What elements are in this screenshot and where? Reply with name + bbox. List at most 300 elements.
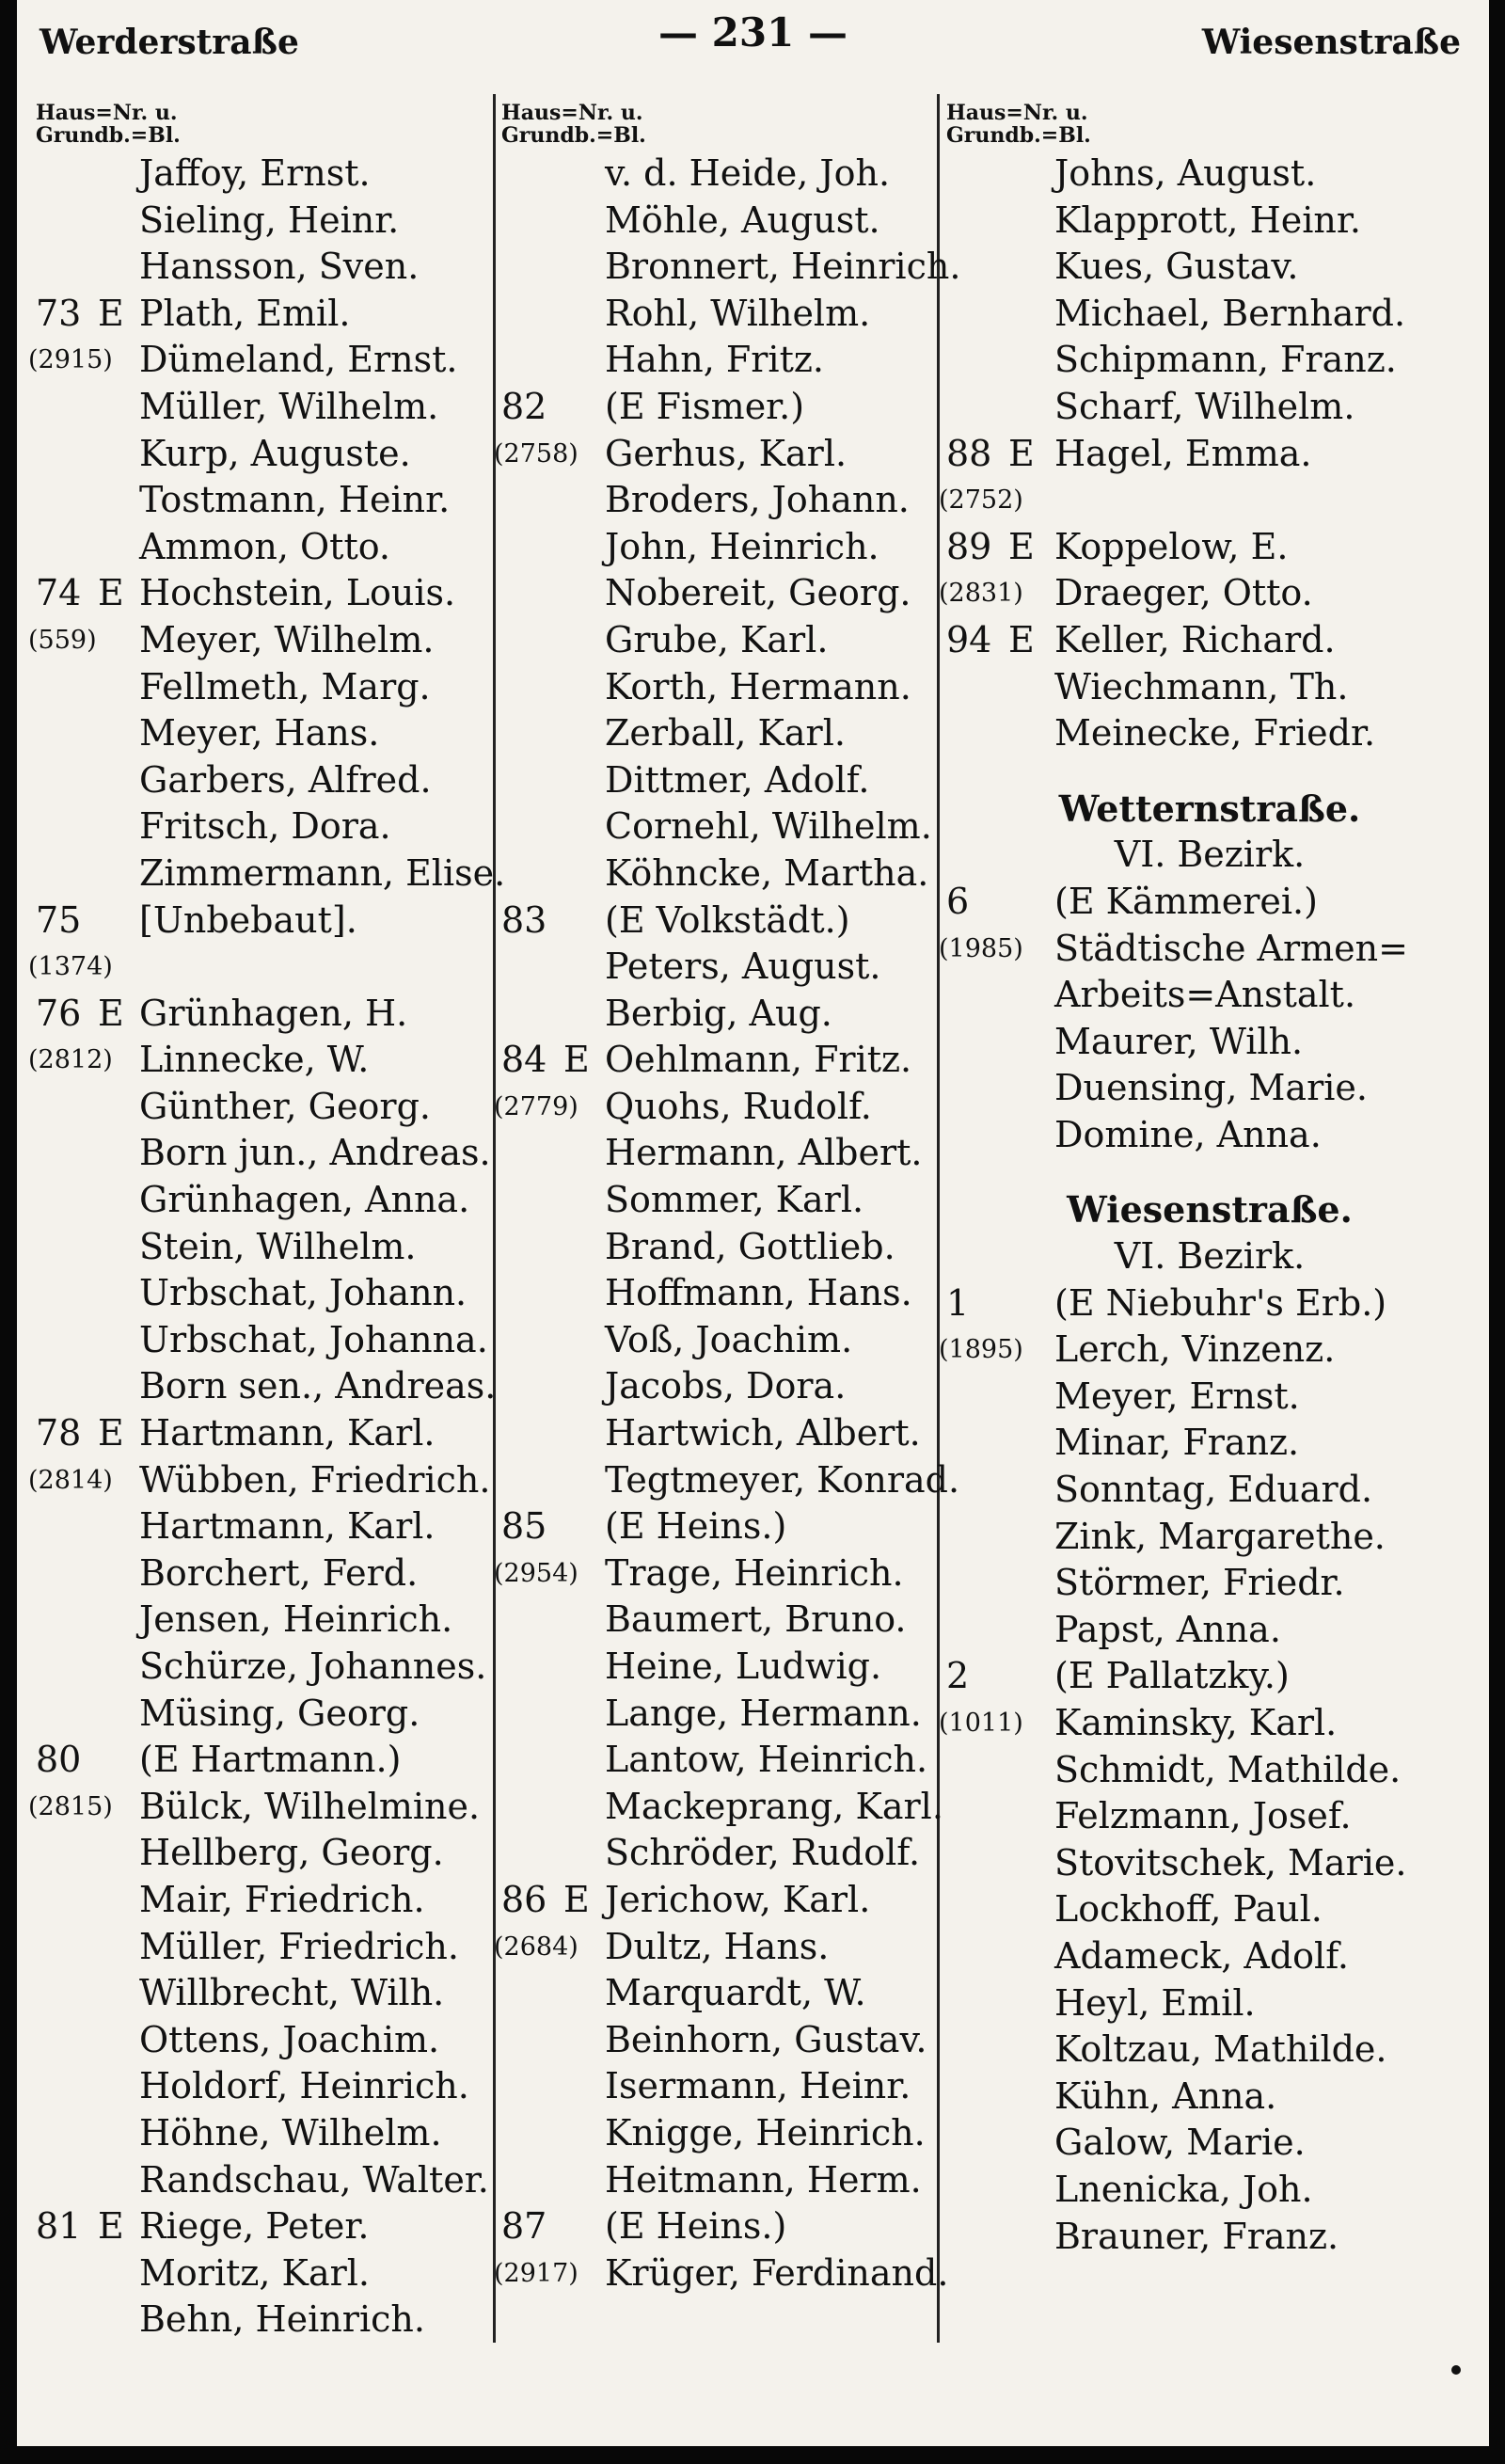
resident-name: Schmidt, Mathilde. xyxy=(1054,1748,1402,1790)
directory-entry xyxy=(946,1112,1473,1159)
resident-name: Rohl, Wilhelm. xyxy=(605,292,871,334)
directory-entry xyxy=(946,1019,1473,1066)
resident-name: Knigge, Heinrich. xyxy=(605,2111,926,2154)
column-header-line-1: Haus=Nr. u. xyxy=(501,101,643,125)
resident-name: Klapprott, Heinr. xyxy=(1054,199,1361,241)
resident-name: Cornehl, Wilhelm. xyxy=(605,805,932,848)
directory-entry xyxy=(36,850,506,898)
resident-name: [Unbebaut]. xyxy=(139,898,357,941)
directory-entry xyxy=(494,431,932,478)
directory-entry xyxy=(501,2063,932,2110)
owner-mark: E xyxy=(98,1412,124,1455)
resident-name: Schürze, Johannes. xyxy=(139,1645,487,1687)
resident-name: Jacobs, Dora. xyxy=(605,1365,847,1407)
directory-entry xyxy=(501,2110,932,2157)
directory-entry xyxy=(946,524,1473,571)
resident-name: Störmer, Friedr. xyxy=(1054,1562,1345,1604)
column-divider xyxy=(937,94,940,2343)
resident-name: Zimmermann, Elise. xyxy=(139,851,506,894)
resident-name: Mackeprang, Karl. xyxy=(605,1785,943,1827)
directory-entry xyxy=(36,524,487,571)
directory-entry xyxy=(36,2063,487,2110)
directory-entry xyxy=(28,617,487,664)
resident-name: Duensing, Marie. xyxy=(1054,1067,1368,1109)
resident-name: Krüger, Ferdinand. xyxy=(605,2251,949,2294)
directory-entry xyxy=(36,2017,487,2064)
resident-name: Dittmer, Adolf. xyxy=(605,758,870,801)
resident-name: Isermann, Heinr. xyxy=(605,2065,911,2107)
directory-entry xyxy=(501,1784,943,1831)
house-number: 80 xyxy=(36,1739,82,1781)
directory-entry xyxy=(36,1177,487,1224)
house-number: 88 xyxy=(946,432,992,474)
owner-mark: E xyxy=(1008,525,1035,567)
resident-name: Peters, August. xyxy=(605,946,881,988)
resident-name: Hartmann, Karl. xyxy=(139,1505,436,1548)
directory-entry xyxy=(36,1691,487,1738)
resident-name: Zink, Margarethe. xyxy=(1054,1515,1386,1557)
directory-entry xyxy=(36,2157,487,2204)
directory-entry xyxy=(36,1737,487,1784)
resident-name: Voß, Joachim. xyxy=(605,1318,853,1360)
resident-name: Beinhorn, Gustav. xyxy=(605,2018,927,2060)
column-2 xyxy=(494,101,961,2297)
resident-name: Bronnert, Heinrich. xyxy=(605,246,961,288)
column-header xyxy=(36,102,487,147)
resident-name: Koltzau, Mathilde. xyxy=(1054,2028,1387,2071)
directory-entry xyxy=(36,898,487,945)
directory-entry xyxy=(36,2110,487,2157)
directory-entry xyxy=(946,1280,1473,1327)
resident-name: Lnenicka, Joh. xyxy=(1054,2168,1313,2210)
directory-entry xyxy=(939,926,1473,973)
resident-name: Adameck, Adolf. xyxy=(1054,1934,1349,1977)
resident-name: Broders, Johann. xyxy=(605,479,910,521)
directory-entry xyxy=(36,1830,487,1877)
resident-name: Fellmeth, Marg. xyxy=(139,665,431,707)
spacer xyxy=(946,1158,1473,1186)
resident-name: Kaminsky, Karl. xyxy=(1054,1702,1338,1743)
resident-name: Draeger, Otto. xyxy=(1054,572,1313,614)
directory-entry xyxy=(36,1317,487,1364)
directory-entry xyxy=(946,2120,1473,2167)
resident-name: Wübben, Friedrich. xyxy=(139,1458,491,1501)
resident-name: Dultz, Hans. xyxy=(605,1925,830,1967)
resident-name: Behn, Heinrich. xyxy=(139,2298,425,2341)
house-number: 81 xyxy=(36,2205,82,2248)
directory-entry xyxy=(501,570,932,617)
resident-name: Ammon, Otto. xyxy=(139,525,391,567)
resident-name: Maurer, Wilh. xyxy=(1054,1020,1304,1062)
directory-entry xyxy=(946,1420,1473,1467)
directory-entry xyxy=(501,1130,932,1177)
house-number: 76 xyxy=(36,992,82,1034)
directory-entry xyxy=(501,944,932,991)
directory-entry xyxy=(939,570,1473,617)
column-header xyxy=(946,102,1473,147)
resident-name: Jensen, Heinrich. xyxy=(139,1598,453,1641)
resident-name: Ottens, Joachim. xyxy=(139,2018,440,2060)
directory-entry xyxy=(946,710,1473,757)
directory-entry xyxy=(36,1970,487,2017)
resident-name: Mair, Friedrich. xyxy=(139,1878,425,1920)
resident-name: Oehlmann, Fritz. xyxy=(605,1039,912,1081)
resident-name: Jerichow, Karl. xyxy=(605,1878,871,1920)
land-register-number: (2812) xyxy=(28,1045,113,1075)
resident-name: Grünhagen, Anna. xyxy=(139,1179,470,1221)
house-number: 75 xyxy=(36,898,82,941)
directory-entry xyxy=(946,1653,1473,1700)
spacer xyxy=(946,757,1473,786)
directory-entry xyxy=(501,1737,932,1784)
directory-entry xyxy=(36,1877,487,1924)
resident-name: Stein, Wilhelm. xyxy=(139,1225,417,1267)
house-number: 78 xyxy=(36,1412,82,1455)
directory-entry xyxy=(494,2250,949,2297)
directory-entry xyxy=(946,151,1473,198)
directory-entry xyxy=(36,431,487,478)
house-number: 85 xyxy=(501,1505,547,1548)
column-3 xyxy=(939,101,1473,2260)
resident-name: Jaffoy, Ernst. xyxy=(139,152,371,194)
resident-name: Köhncke, Martha. xyxy=(605,851,929,894)
directory-entry xyxy=(36,2250,487,2297)
directory-entry xyxy=(36,991,487,1038)
resident-name: Michael, Bernhard. xyxy=(1054,292,1406,334)
directory-entry xyxy=(36,198,487,245)
owner-mark: E xyxy=(98,572,124,614)
directory-page xyxy=(17,0,1489,2446)
directory-entry xyxy=(946,2027,1473,2074)
directory-entry xyxy=(946,1886,1473,1933)
house-number: 86 xyxy=(501,1878,547,1920)
directory-entry xyxy=(36,244,487,291)
resident-name: Randschau, Walter. xyxy=(139,2158,489,2201)
resident-name: (E Niebuhr's Erb.) xyxy=(1054,1281,1387,1324)
resident-name: Müller, Friedrich. xyxy=(139,1925,459,1967)
directory-entry xyxy=(501,1224,932,1271)
directory-entry xyxy=(494,1924,932,1971)
resident-name: Hansson, Sven. xyxy=(139,246,420,288)
directory-entry xyxy=(946,617,1473,664)
directory-entry xyxy=(501,2203,932,2250)
directory-entry xyxy=(501,198,932,245)
directory-entry xyxy=(939,1700,1473,1747)
directory-entry xyxy=(501,1270,932,1317)
directory-entry xyxy=(946,244,1473,291)
ink-dot xyxy=(1451,2365,1461,2375)
house-number: 6 xyxy=(946,880,970,922)
directory-entry xyxy=(946,1065,1473,1112)
resident-name: Tostmann, Heinr. xyxy=(139,479,451,521)
directory-entry xyxy=(36,384,487,431)
directory-entry xyxy=(36,1924,487,1971)
directory-entry xyxy=(946,198,1473,245)
directory-entry xyxy=(28,1457,491,1504)
directory-entry xyxy=(36,1224,487,1271)
directory-entry xyxy=(36,664,487,711)
directory-entry xyxy=(501,477,932,524)
directory-entry xyxy=(501,2157,932,2204)
directory-entry xyxy=(501,617,932,664)
directory-entry xyxy=(501,757,932,804)
directory-entry xyxy=(946,1933,1473,1980)
directory-entry xyxy=(501,1644,932,1691)
directory-entry xyxy=(501,1970,932,2017)
directory-entry xyxy=(36,757,487,804)
directory-entry xyxy=(501,1410,932,1457)
resident-name: Zerball, Karl. xyxy=(605,712,846,755)
directory-entry xyxy=(501,898,932,945)
resident-name: Hermann, Albert. xyxy=(605,1132,923,1174)
land-register-number: (2684) xyxy=(494,1931,578,1962)
resident-name: Günther, Georg. xyxy=(139,1085,431,1127)
resident-name: Kues, Gustav. xyxy=(1054,246,1299,288)
resident-name: Plath, Emil. xyxy=(139,292,351,334)
resident-name: Linnecke, W. xyxy=(139,1039,370,1081)
directory-entry xyxy=(946,337,1473,384)
resident-name: (E Kämmerei.) xyxy=(1054,880,1318,922)
directory-entry xyxy=(36,2203,487,2250)
directory-entry xyxy=(501,1177,932,1224)
resident-name: Nobereit, Georg. xyxy=(605,572,911,614)
directory-entry xyxy=(946,384,1473,431)
house-number: 82 xyxy=(501,385,547,427)
resident-name: Galow, Marie. xyxy=(1054,2122,1306,2164)
resident-name: Kühn, Anna. xyxy=(1054,2075,1277,2117)
resident-name: Born sen., Andreas. xyxy=(139,1365,497,1407)
resident-name: Heitmann, Herm. xyxy=(605,2158,922,2201)
house-number: 83 xyxy=(501,898,547,941)
resident-name: Hoffmann, Hans. xyxy=(605,1272,912,1314)
directory-entry xyxy=(36,291,487,338)
resident-name: Heine, Ludwig. xyxy=(605,1645,882,1687)
directory-entry xyxy=(36,2297,487,2344)
column-header-line-2: Grundb.=Bl. xyxy=(501,123,646,148)
directory-entry xyxy=(946,1514,1473,1561)
land-register-number: (2917) xyxy=(494,2258,578,2288)
directory-entry xyxy=(36,477,487,524)
house-number: 73 xyxy=(36,292,82,334)
resident-name: Brauner, Franz. xyxy=(1054,2215,1339,2257)
land-register-number: (2779) xyxy=(494,1091,578,1121)
resident-name: Wiechmann, Th. xyxy=(1054,665,1349,707)
resident-name: Baumert, Bruno. xyxy=(605,1598,907,1641)
resident-name: Möhle, August. xyxy=(605,199,880,241)
owner-mark: E xyxy=(1008,432,1035,474)
directory-entry xyxy=(946,291,1473,338)
owner-mark: E xyxy=(1008,618,1035,660)
directory-entry xyxy=(501,710,932,757)
running-head-right: Wiesenstraße xyxy=(1201,23,1461,62)
directory-entry xyxy=(946,2167,1473,2214)
resident-name: Dümeland, Ernst. xyxy=(139,339,458,381)
owner-mark: E xyxy=(98,992,124,1034)
resident-name: Borchert, Ferd. xyxy=(139,1551,419,1594)
land-register-number: (2831) xyxy=(939,579,1023,609)
land-register-number: (1985) xyxy=(939,933,1023,963)
resident-name: Arbeits=Anstalt. xyxy=(1054,974,1356,1016)
directory-entry xyxy=(28,944,487,991)
resident-name: Fritsch, Dora. xyxy=(139,805,391,848)
owner-mark: E xyxy=(563,1039,590,1081)
directory-entry xyxy=(501,1363,932,1410)
resident-name: (E Fismer.) xyxy=(605,385,805,427)
resident-name: (E Volkstädt.) xyxy=(605,898,850,941)
resident-name: Domine, Anna. xyxy=(1054,1113,1322,1155)
land-register-number: (2752) xyxy=(939,485,1023,516)
column-header-line-2: Grundb.=Bl. xyxy=(36,123,181,148)
directory-entry xyxy=(946,1980,1473,2027)
column-header-line-1: Haus=Nr. u. xyxy=(36,101,178,125)
district-label: VI. Bezirk. xyxy=(1114,1235,1306,1278)
resident-name: Lockhoff, Paul. xyxy=(1054,1888,1323,1931)
street-heading: Wetternstraße. xyxy=(1058,787,1361,830)
directory-entry xyxy=(501,1317,932,1364)
directory-entry xyxy=(946,879,1473,926)
resident-name: Stovitschek, Marie. xyxy=(1054,1841,1407,1884)
resident-name: Willbrecht, Wilh. xyxy=(139,1972,445,2014)
directory-entry xyxy=(36,1130,491,1177)
owner-mark: E xyxy=(98,2205,124,2248)
resident-name: Felzmann, Josef. xyxy=(1054,1795,1352,1837)
directory-entry xyxy=(501,1691,932,1738)
land-register-number: (559) xyxy=(28,625,97,655)
resident-name: Hahn, Fritz. xyxy=(605,339,824,381)
resident-name: Sonntag, Eduard. xyxy=(1054,1469,1373,1511)
house-number: 74 xyxy=(36,572,82,614)
resident-name: Städtische Armen= xyxy=(1054,927,1408,969)
resident-name: Höhne, Wilhelm. xyxy=(139,2111,442,2154)
resident-name: Schipmann, Franz. xyxy=(1054,339,1397,381)
directory-entry xyxy=(28,1037,487,1084)
directory-entry xyxy=(946,1793,1473,1840)
resident-name: Meinecke, Friedr. xyxy=(1054,712,1376,755)
directory-entry xyxy=(501,803,932,850)
resident-name: Brand, Gottlieb. xyxy=(605,1225,895,1267)
resident-name: Papst, Anna. xyxy=(1054,1608,1281,1650)
resident-name: Grube, Karl. xyxy=(605,618,829,660)
directory-entry xyxy=(501,1503,932,1550)
directory-entry xyxy=(946,972,1473,1019)
directory-entry xyxy=(36,151,487,198)
resident-name: Berbig, Aug. xyxy=(605,992,832,1034)
directory-entry xyxy=(946,1467,1473,1514)
house-number: 1 xyxy=(946,1281,970,1324)
directory-entry xyxy=(946,431,1473,478)
directory-entry xyxy=(501,524,932,571)
resident-name: Riege, Peter. xyxy=(139,2205,370,2248)
directory-entry xyxy=(36,803,487,850)
resident-name: Bülck, Wilhelmine. xyxy=(139,1785,481,1827)
directory-entry xyxy=(28,1784,487,1831)
resident-name: Quohs, Rudolf. xyxy=(605,1085,872,1127)
directory-entry xyxy=(501,1830,932,1877)
resident-name: Hartmann, Karl. xyxy=(139,1412,436,1455)
directory-entry xyxy=(501,291,932,338)
directory-entry xyxy=(946,1747,1473,1794)
resident-name: (E Heins.) xyxy=(605,1505,787,1548)
directory-entry xyxy=(946,2214,1473,2261)
column-1 xyxy=(28,101,506,2344)
directory-entry xyxy=(36,1410,487,1457)
directory-entry xyxy=(36,1550,487,1598)
owner-mark: E xyxy=(563,1878,590,1920)
directory-entry xyxy=(939,1327,1473,1374)
resident-name: Hagel, Emma. xyxy=(1054,432,1312,474)
resident-name: Holdorf, Heinrich. xyxy=(139,2065,469,2107)
directory-entry xyxy=(501,244,961,291)
directory-entry xyxy=(36,1597,487,1644)
resident-name: Koppelow, E. xyxy=(1054,525,1289,567)
house-number: 94 xyxy=(946,618,992,660)
owner-mark: E xyxy=(98,292,124,334)
resident-name: Sieling, Heinr. xyxy=(139,199,400,241)
resident-name: Meyer, Ernst. xyxy=(1054,1375,1300,1417)
directory-entry xyxy=(946,2074,1473,2121)
resident-name: Hartwich, Albert. xyxy=(605,1412,921,1455)
resident-name: Heyl, Emil. xyxy=(1054,1981,1256,2024)
house-number: 2 xyxy=(946,1655,970,1697)
resident-name: Keller, Richard. xyxy=(1054,618,1336,660)
land-register-number: (1895) xyxy=(939,1335,1023,1365)
directory-entry xyxy=(501,337,932,384)
resident-name: Johns, August. xyxy=(1054,152,1317,194)
house-number: 87 xyxy=(501,2205,547,2248)
directory-entry xyxy=(501,2017,932,2064)
directory-entry xyxy=(501,1037,932,1084)
resident-name: Gerhus, Karl. xyxy=(605,432,848,474)
directory-entry xyxy=(501,850,932,898)
directory-entry xyxy=(946,1560,1473,1607)
resident-name: Grünhagen, H. xyxy=(139,992,408,1034)
directory-entry xyxy=(946,1840,1473,1887)
page-header xyxy=(17,9,1489,75)
street-heading: Wiesenstraße. xyxy=(1067,1188,1353,1232)
directory-entry xyxy=(36,1503,487,1550)
directory-entry xyxy=(28,337,487,384)
resident-name: Born jun., Andreas. xyxy=(139,1132,491,1174)
directory-entry xyxy=(946,1607,1473,1654)
column-header xyxy=(501,102,932,147)
resident-name: (E Hartmann.) xyxy=(139,1739,402,1781)
district-label: VI. Bezirk. xyxy=(1114,834,1306,876)
directory-entry xyxy=(501,151,932,198)
resident-name: Müller, Wilhelm. xyxy=(139,385,439,427)
resident-name: Meyer, Hans. xyxy=(139,712,380,755)
resident-name: Müsing, Georg. xyxy=(139,1692,420,1734)
directory-entry xyxy=(939,477,1473,524)
resident-name: v. d. Heide, Joh. xyxy=(605,152,891,194)
resident-name: Scharf, Wilhelm. xyxy=(1054,385,1355,427)
land-register-number: (2815) xyxy=(28,1791,113,1821)
resident-name: Tegtmeyer, Konrad. xyxy=(605,1458,960,1501)
house-number: 89 xyxy=(946,525,992,567)
resident-name: Moritz, Karl. xyxy=(139,2251,370,2294)
house-number: 84 xyxy=(501,1039,547,1081)
resident-name: Garbers, Alfred. xyxy=(139,758,432,801)
column-header-line-1: Haus=Nr. u. xyxy=(946,101,1088,125)
resident-name: Lantow, Heinrich. xyxy=(605,1739,928,1781)
resident-name: John, Heinrich. xyxy=(605,525,879,567)
resident-name: Lange, Hermann. xyxy=(605,1692,922,1734)
land-register-number: (2915) xyxy=(28,345,113,375)
directory-entry xyxy=(501,384,932,431)
directory-entry xyxy=(501,991,932,1038)
directory-entry xyxy=(494,1550,932,1598)
resident-name: Kurp, Auguste. xyxy=(139,432,411,474)
resident-name: (E Heins.) xyxy=(605,2205,787,2248)
